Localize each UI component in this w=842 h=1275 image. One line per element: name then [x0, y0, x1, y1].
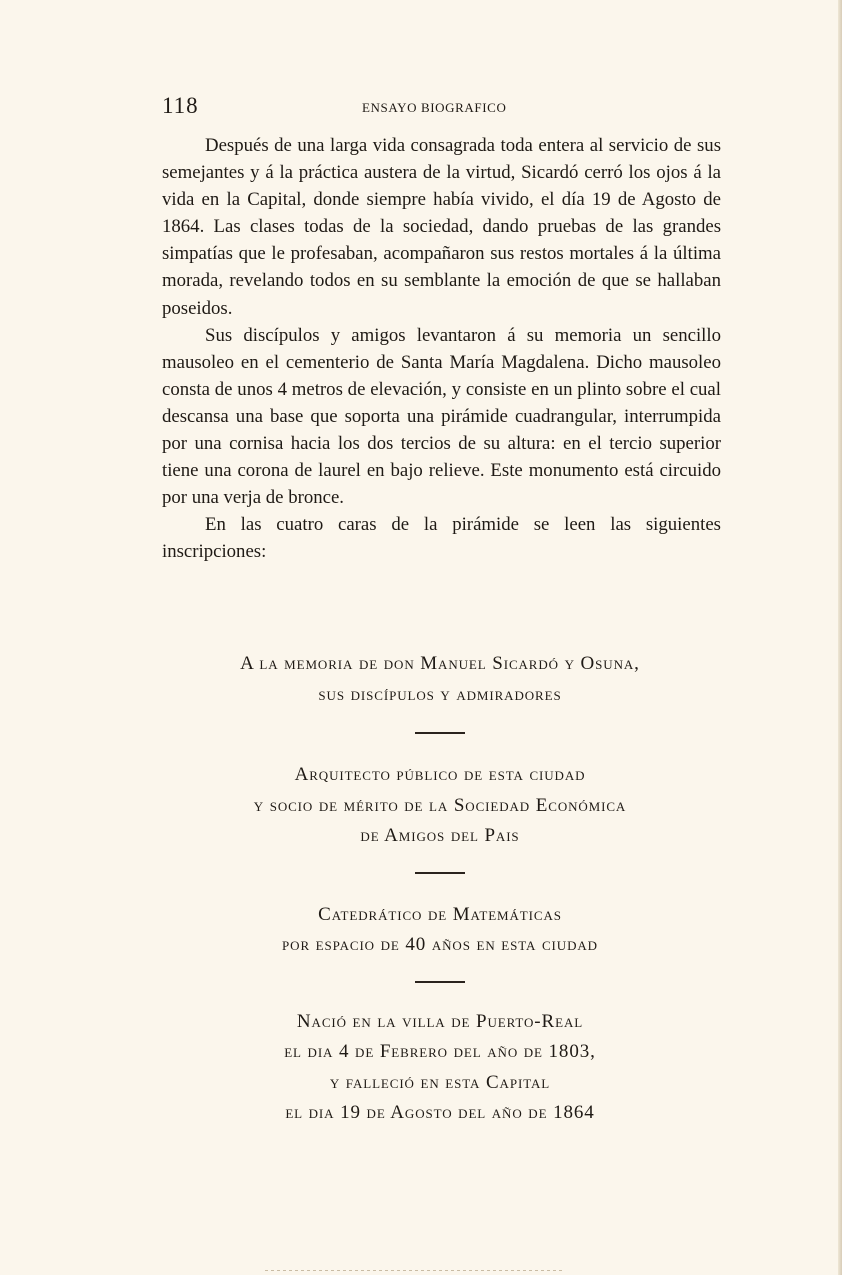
page-bottom-trace	[265, 1270, 565, 1271]
inscriptions-block	[110, 649, 770, 1129]
inscription-line: A la memoria de don Manuel Sicardó y Osuna,	[240, 653, 640, 674]
inscription-line: por espacio de 40 años en esta ciudad	[282, 934, 598, 955]
inscription-face	[110, 900, 770, 961]
section-divider	[415, 732, 465, 734]
inscription-face	[110, 1007, 770, 1129]
inscription-line: sus discípulos y admiradores	[318, 683, 562, 705]
section-divider	[415, 981, 465, 983]
inscription-line: Catedrático de Matemáticas	[318, 903, 562, 925]
paragraph: Después de una larga vida consagrada toda entera al servicio de sus semejantes y á la práctica austera de la virtud, Sicardó cerró los ojos á la vida en la Capital, donde siempre había vivido, el día 19 de Agosto de 1864. Las clases todas de la sociedad, dando pruebas de las grandes simpatías que le profesaban, acompañaron sus restos mortales á la última morada, revelando todos en su semblante la emoción de que se hallaban poseidos.	[162, 135, 721, 319]
paragraph: En las cuatro caras de la pirámide se leen las siguientes inscripciones:	[162, 514, 721, 563]
inscription-face	[110, 649, 770, 710]
page-edge	[838, 0, 842, 1275]
inscription-line: de Amigos del Pais	[360, 825, 520, 846]
inscription-line: el dia 19 de Agosto del año de 1864	[285, 1102, 595, 1123]
inscription-line: Nació en la villa de Puerto-Real	[296, 1010, 584, 1032]
inscription-face	[110, 760, 770, 852]
inscription-line: y falleció en esta Capital	[329, 1071, 551, 1093]
paragraph: Sus discípulos y amigos levantaron á su memoria un sencillo mausoleo en el cementerio de Santa María Magdalena. Dicho mausoleo consta de unos 4 metros de elevación, y consiste en un plinto sobre el cual descansa una base que soporta una pirámide cuadrangular, interrumpida por una cornisa hacia los dos tercios de su altura: en el tercio superior tiene una corona de laurel en bajo relieve. Este monumento está circuido por una verja de bronce.	[162, 324, 721, 509]
running-title: ENSAYO BIOGRAFICO	[362, 100, 507, 115]
section-divider	[415, 872, 465, 874]
inscription-line: Arquitecto público de esta ciudad	[294, 764, 586, 785]
inscription-line: y socio de mérito de la Sociedad Económica	[253, 794, 627, 816]
page-number: 118	[162, 93, 199, 118]
body-text	[162, 132, 721, 566]
page-header	[162, 93, 722, 123]
inscription-line: el dia 4 de Febrero del año de 1803,	[284, 1041, 596, 1062]
